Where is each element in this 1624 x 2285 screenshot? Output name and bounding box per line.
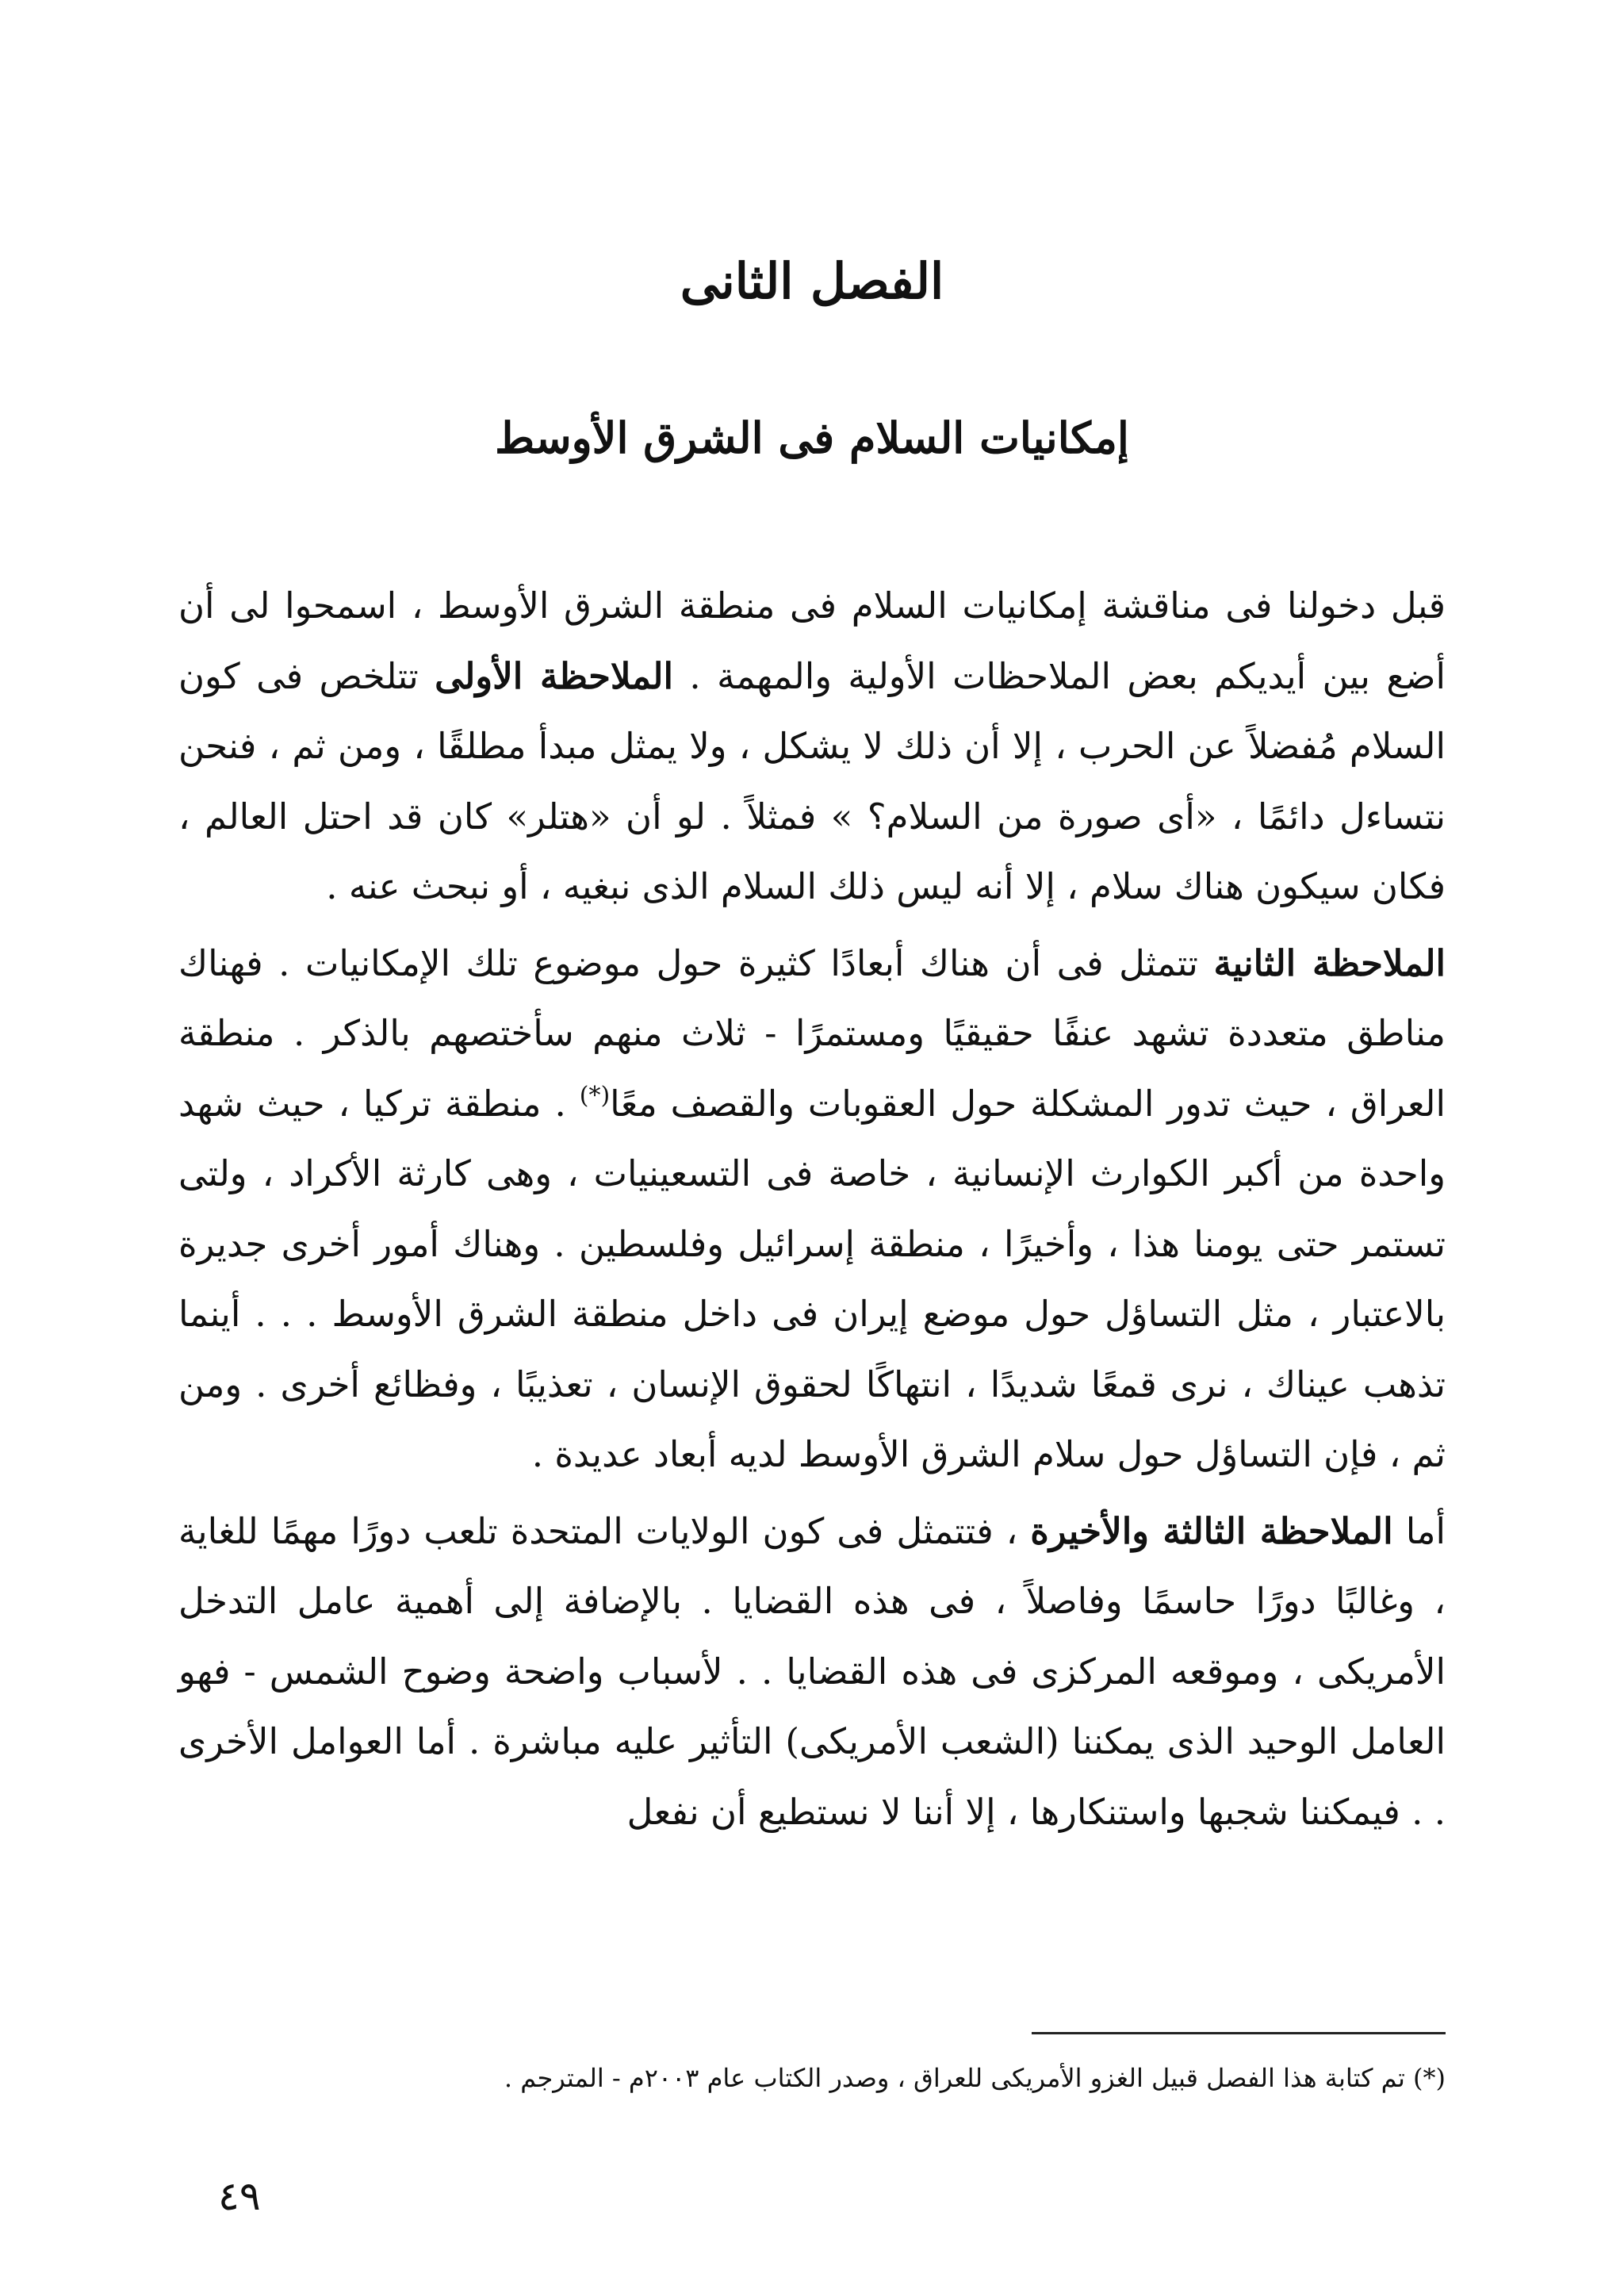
first-remark-heading: الملاحظة الأولى	[435, 654, 673, 697]
chapter-title: الفصل الثانى	[680, 252, 944, 310]
paragraph-3-text-start: أما	[1392, 1509, 1446, 1552]
chapter-subtitle: إمكانيات السلام فى الشرق الأوسط	[495, 412, 1129, 463]
paragraph-2-text-start: تتمثل فى أن هناك أبعادًا كثيرة حول موضوع تلك الإمكانيات . فهناك مناطق متعددة تشهد عنفًا حقيقيًا ومستمرًا - ثلاث منهم سأختصهم بالذكر . منطقة العراق ، حيث تدور المشكلة حول العقوبات والقصف معًا	[178, 941, 1446, 1125]
paragraph-1-text-end: تتلخص فى كون السلام مُفضلاً عن الحرب ، إلا أن ذلك لا يشكل ، ولا يمثل مبدأ مطلقًا ، ومن ثم ، فنحن نتساءل دائمًا ، «أى صورة من السلام؟ » فمثلاً . لو أن «هتلر» كان قد احتل العالم ، فكان سيكون هناك سلام ، إلا أنه ليس ذلك السلام الذى نبغيه ، أو نبحث عنه .	[178, 654, 1446, 907]
footnote-marker: (*)	[579, 1081, 611, 1110]
paragraph-1	[178, 571, 1446, 922]
footnote-divider	[1032, 2032, 1446, 2034]
paragraph-2	[178, 929, 1446, 1490]
footnote: (*) تم كتابة هذا الفصل قبيل الغزو الأمريكى للعراق ، وصدر الكتاب عام ٢٠٠٣م - المترجم .	[504, 2063, 1446, 2093]
third-remark-heading: الملاحظة الثالثة والأخيرة	[1030, 1509, 1393, 1552]
paragraph-1-text-start: قبل دخولنا فى مناقشة إمكانيات السلام فى منطقة الشرق الأوسط ، اسمحوا لى أن أضع بين أيديكم بعض الملاحظات الأولية والمهمة .	[178, 585, 1446, 697]
page-number: ٤٩	[218, 2173, 261, 2219]
paragraph-2-text-end: . منطقة تركيا ، حيث شهد واحدة من أكبر الكوارث الإنسانية ، خاصة فى التسعينيات ، وهى كارثة الأكراد ، ولتى تستمر حتى يومنا هذا ، وأخيرًا ، منطقة إسرائيل وفلسطين . وهناك أمور أخرى جديرة بالاعتبار ، مثل التساؤل حول موضع إيران فى داخل منطقة الشرق الأوسط . . . أينما تذهب عيناك ، نرى قمعًا شديدًا ، انتهاكًا لحقوق الإنسان ، تعذيبًا ، وفظائع أخرى . ومن ثم ، فإن التساؤل حول سلام الشرق الأوسط لديه أبعاد عديدة .	[178, 1082, 1446, 1475]
paragraph-3-text-end: ، فتتمثل فى كون الولايات المتحدة تلعب دورًا مهمًا للغاية ، وغالبًا دورًا حاسمًا وفاصلاً ، فى هذه القضايا . بالإضافة إلى أهمية عامل التدخل الأمريكى ، وموقعه المركزى فى هذه القضايا . . لأسباب واضحة وضوح الشمس - فهو العامل الوحيد الذى يمكننا (الشعب الأمريكى) التأثير عليه مباشرة . أما العوامل الأخرى . . فيمكننا شجبها واستنكارها ، إلا أننا لا نستطيع أن نفعل	[178, 1509, 1446, 1833]
second-remark-heading: الملاحظة الثانية	[1213, 941, 1446, 984]
paragraph-3	[178, 1497, 1446, 1848]
body-text	[178, 571, 1446, 1847]
